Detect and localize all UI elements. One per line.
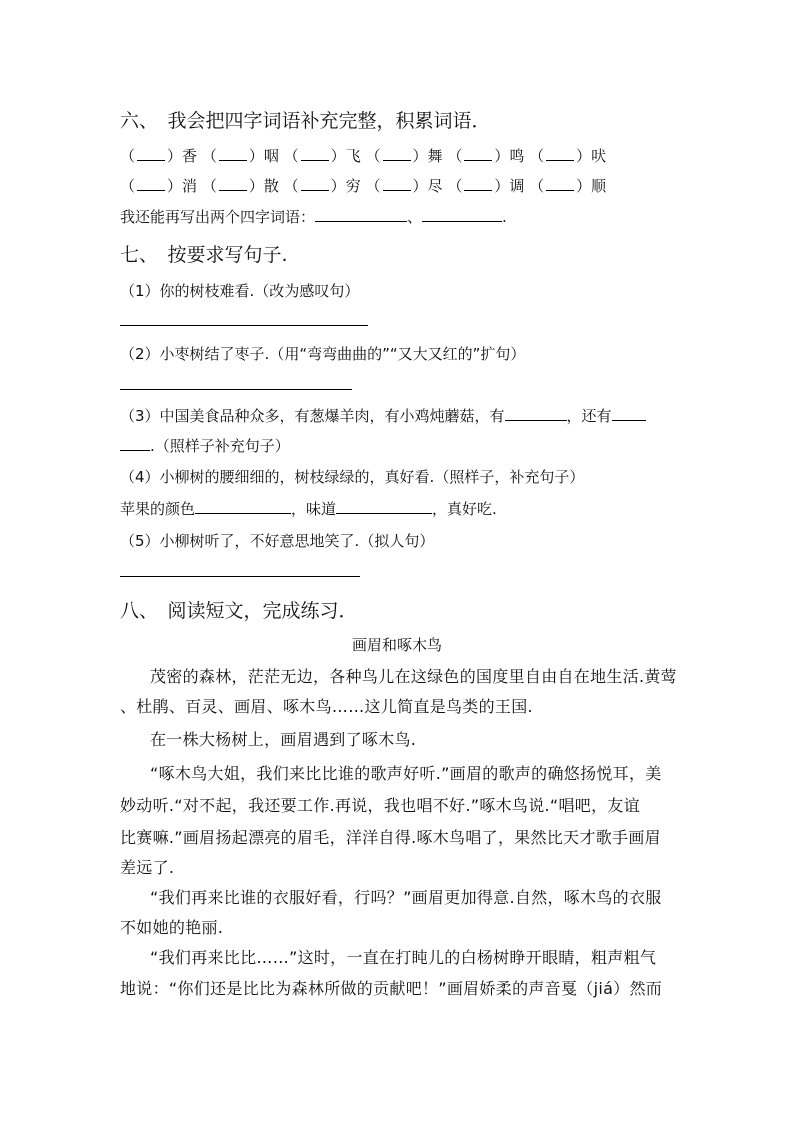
passage-line: 不如她的艳丽.	[120, 918, 224, 937]
passage-line: 在一株大杨树上，画眉遇到了啄木鸟.	[150, 730, 417, 749]
question-3-text: .（照样子补充句子）	[150, 437, 290, 455]
idiom-char: 散	[263, 177, 279, 195]
idiom-cell: （ ）吠	[529, 147, 607, 165]
separator: 、	[407, 208, 423, 226]
question-4: （4）小柳树的腰细细的，树枝绿绿的，真好看.（照样子，补充句子）	[120, 468, 585, 486]
idiom-cell: （ ）散	[201, 177, 279, 195]
idiom-cell: （ ）咽	[201, 147, 279, 165]
idiom-cell: （ ）顺	[529, 177, 607, 195]
section-6-heading: 六、 我会把四字词语补充完整，积累词语．	[120, 110, 491, 132]
idiom-blank[interactable]	[219, 176, 247, 191]
answer-blank[interactable]	[422, 206, 502, 222]
idiom-blank[interactable]	[383, 146, 411, 161]
idiom-blank[interactable]	[546, 146, 574, 161]
passage-line: 比赛嘛.”画眉扬起漂亮的眉毛，洋洋自得.啄木鸟唱了，果然比天才歌手画眉	[120, 828, 661, 847]
idiom-char: 顺	[591, 177, 607, 195]
extra-idioms-label: 我还能再写出两个四字词语：	[120, 208, 316, 226]
idiom-cell: （ ）鸣	[447, 147, 525, 165]
idiom-char: 消	[182, 177, 198, 195]
idiom-blank[interactable]	[137, 146, 165, 161]
idiom-blank[interactable]	[546, 176, 574, 191]
question-3-text: （3）中国美食品种众多，有葱爆羊肉，有小鸡炖蘑菇，有	[120, 407, 505, 425]
question-5: （5）小柳树听了，不好意思地笑了.（拟人句）	[120, 532, 435, 550]
idiom-char: 舞	[427, 147, 443, 165]
answer-blank[interactable]	[195, 498, 291, 514]
passage-line: “我们再来比比……”这时，一直在打盹儿的白杨树睁开眼睛，粗声粗气	[150, 948, 657, 967]
idiom-char: 飞	[345, 147, 361, 165]
passage-line: 、杜鹃、百灵、画眉、啄木鸟……这儿简直是鸟类的王国.	[120, 697, 533, 716]
passage-line: “我们再来比谁的衣服好看，行吗？”画眉更加得意.自然，啄木鸟的衣服	[150, 888, 662, 907]
idiom-blank[interactable]	[137, 176, 165, 191]
answer-blank[interactable]	[505, 405, 567, 421]
answer-blank[interactable]	[120, 435, 150, 451]
period: .	[502, 208, 507, 226]
idiom-cell: （ ）尽	[365, 177, 443, 195]
idiom-cell: （ ）香	[120, 147, 198, 165]
idiom-cell: （ ）调	[447, 177, 525, 195]
idiom-char: 香	[182, 147, 198, 165]
idiom-char: 鸣	[509, 147, 525, 165]
section-7-heading: 七、 按要求写句子.	[120, 244, 288, 266]
passage-line: 茂密的森林，茫茫无边，各种鸟儿在这绿色的国度里自由自在地生活.黄莺	[150, 667, 677, 686]
idiom-char: 调	[509, 177, 525, 195]
question-3	[120, 405, 646, 426]
idiom-blank[interactable]	[383, 176, 411, 191]
answer-line[interactable]	[120, 576, 360, 577]
idiom-cell: （ ）穷	[283, 177, 361, 195]
idiom-char: 尽	[427, 177, 443, 195]
passage-line: 妙动听.“对不起，我还要工作.再说，我也唱不好.”啄木鸟说.“唱吧，友谊	[120, 796, 641, 815]
idiom-cell: （ ）消	[120, 177, 198, 195]
idiom-row-1	[120, 145, 606, 166]
idiom-char: 穷	[345, 177, 361, 195]
passage-title: 画眉和啄木鸟	[351, 636, 442, 654]
idiom-cell: （ ）舞	[365, 147, 443, 165]
question-3-text: ，还有	[566, 407, 612, 425]
question-4-text: 苹果的颜色	[120, 500, 196, 518]
answer-line[interactable]	[120, 389, 352, 390]
question-3-cont	[120, 435, 290, 456]
idiom-blank[interactable]	[301, 176, 329, 191]
idiom-blank[interactable]	[219, 146, 247, 161]
passage-line: 地说：“你们还是比比为森林所做的贡献吧！”画眉娇柔的声音戛（jiá）然而	[120, 979, 663, 998]
question-2: （2）小枣树结了枣子.（用“弯弯曲曲的”“又大又红的”扩句）	[120, 345, 526, 363]
section-8-heading: 八、 阅读短文，完成练习．	[120, 600, 358, 622]
idiom-blank[interactable]	[464, 176, 492, 191]
answer-line[interactable]	[120, 325, 368, 326]
extra-idioms-line	[120, 206, 507, 227]
idiom-char: 吠	[591, 147, 607, 165]
passage-line: “啄木鸟大姐，我们来比比谁的歌声好听.”画眉的歌声的确悠扬悦耳，美	[150, 764, 662, 783]
answer-blank[interactable]	[315, 206, 407, 222]
idiom-cell: （ ）飞	[283, 147, 361, 165]
answer-blank[interactable]	[612, 405, 646, 421]
idiom-row-2	[120, 175, 606, 196]
idiom-char: 咽	[263, 147, 279, 165]
idiom-blank[interactable]	[301, 146, 329, 161]
passage-line: 差远了.	[120, 858, 175, 877]
question-1: （1）你的树枝难看.（改为感叹句）	[120, 282, 360, 300]
question-4-text: ，味道	[291, 500, 337, 518]
answer-blank[interactable]	[336, 498, 432, 514]
question-4-text: ，真好吃.	[432, 500, 497, 518]
question-4-example	[120, 498, 497, 519]
idiom-blank[interactable]	[464, 146, 492, 161]
